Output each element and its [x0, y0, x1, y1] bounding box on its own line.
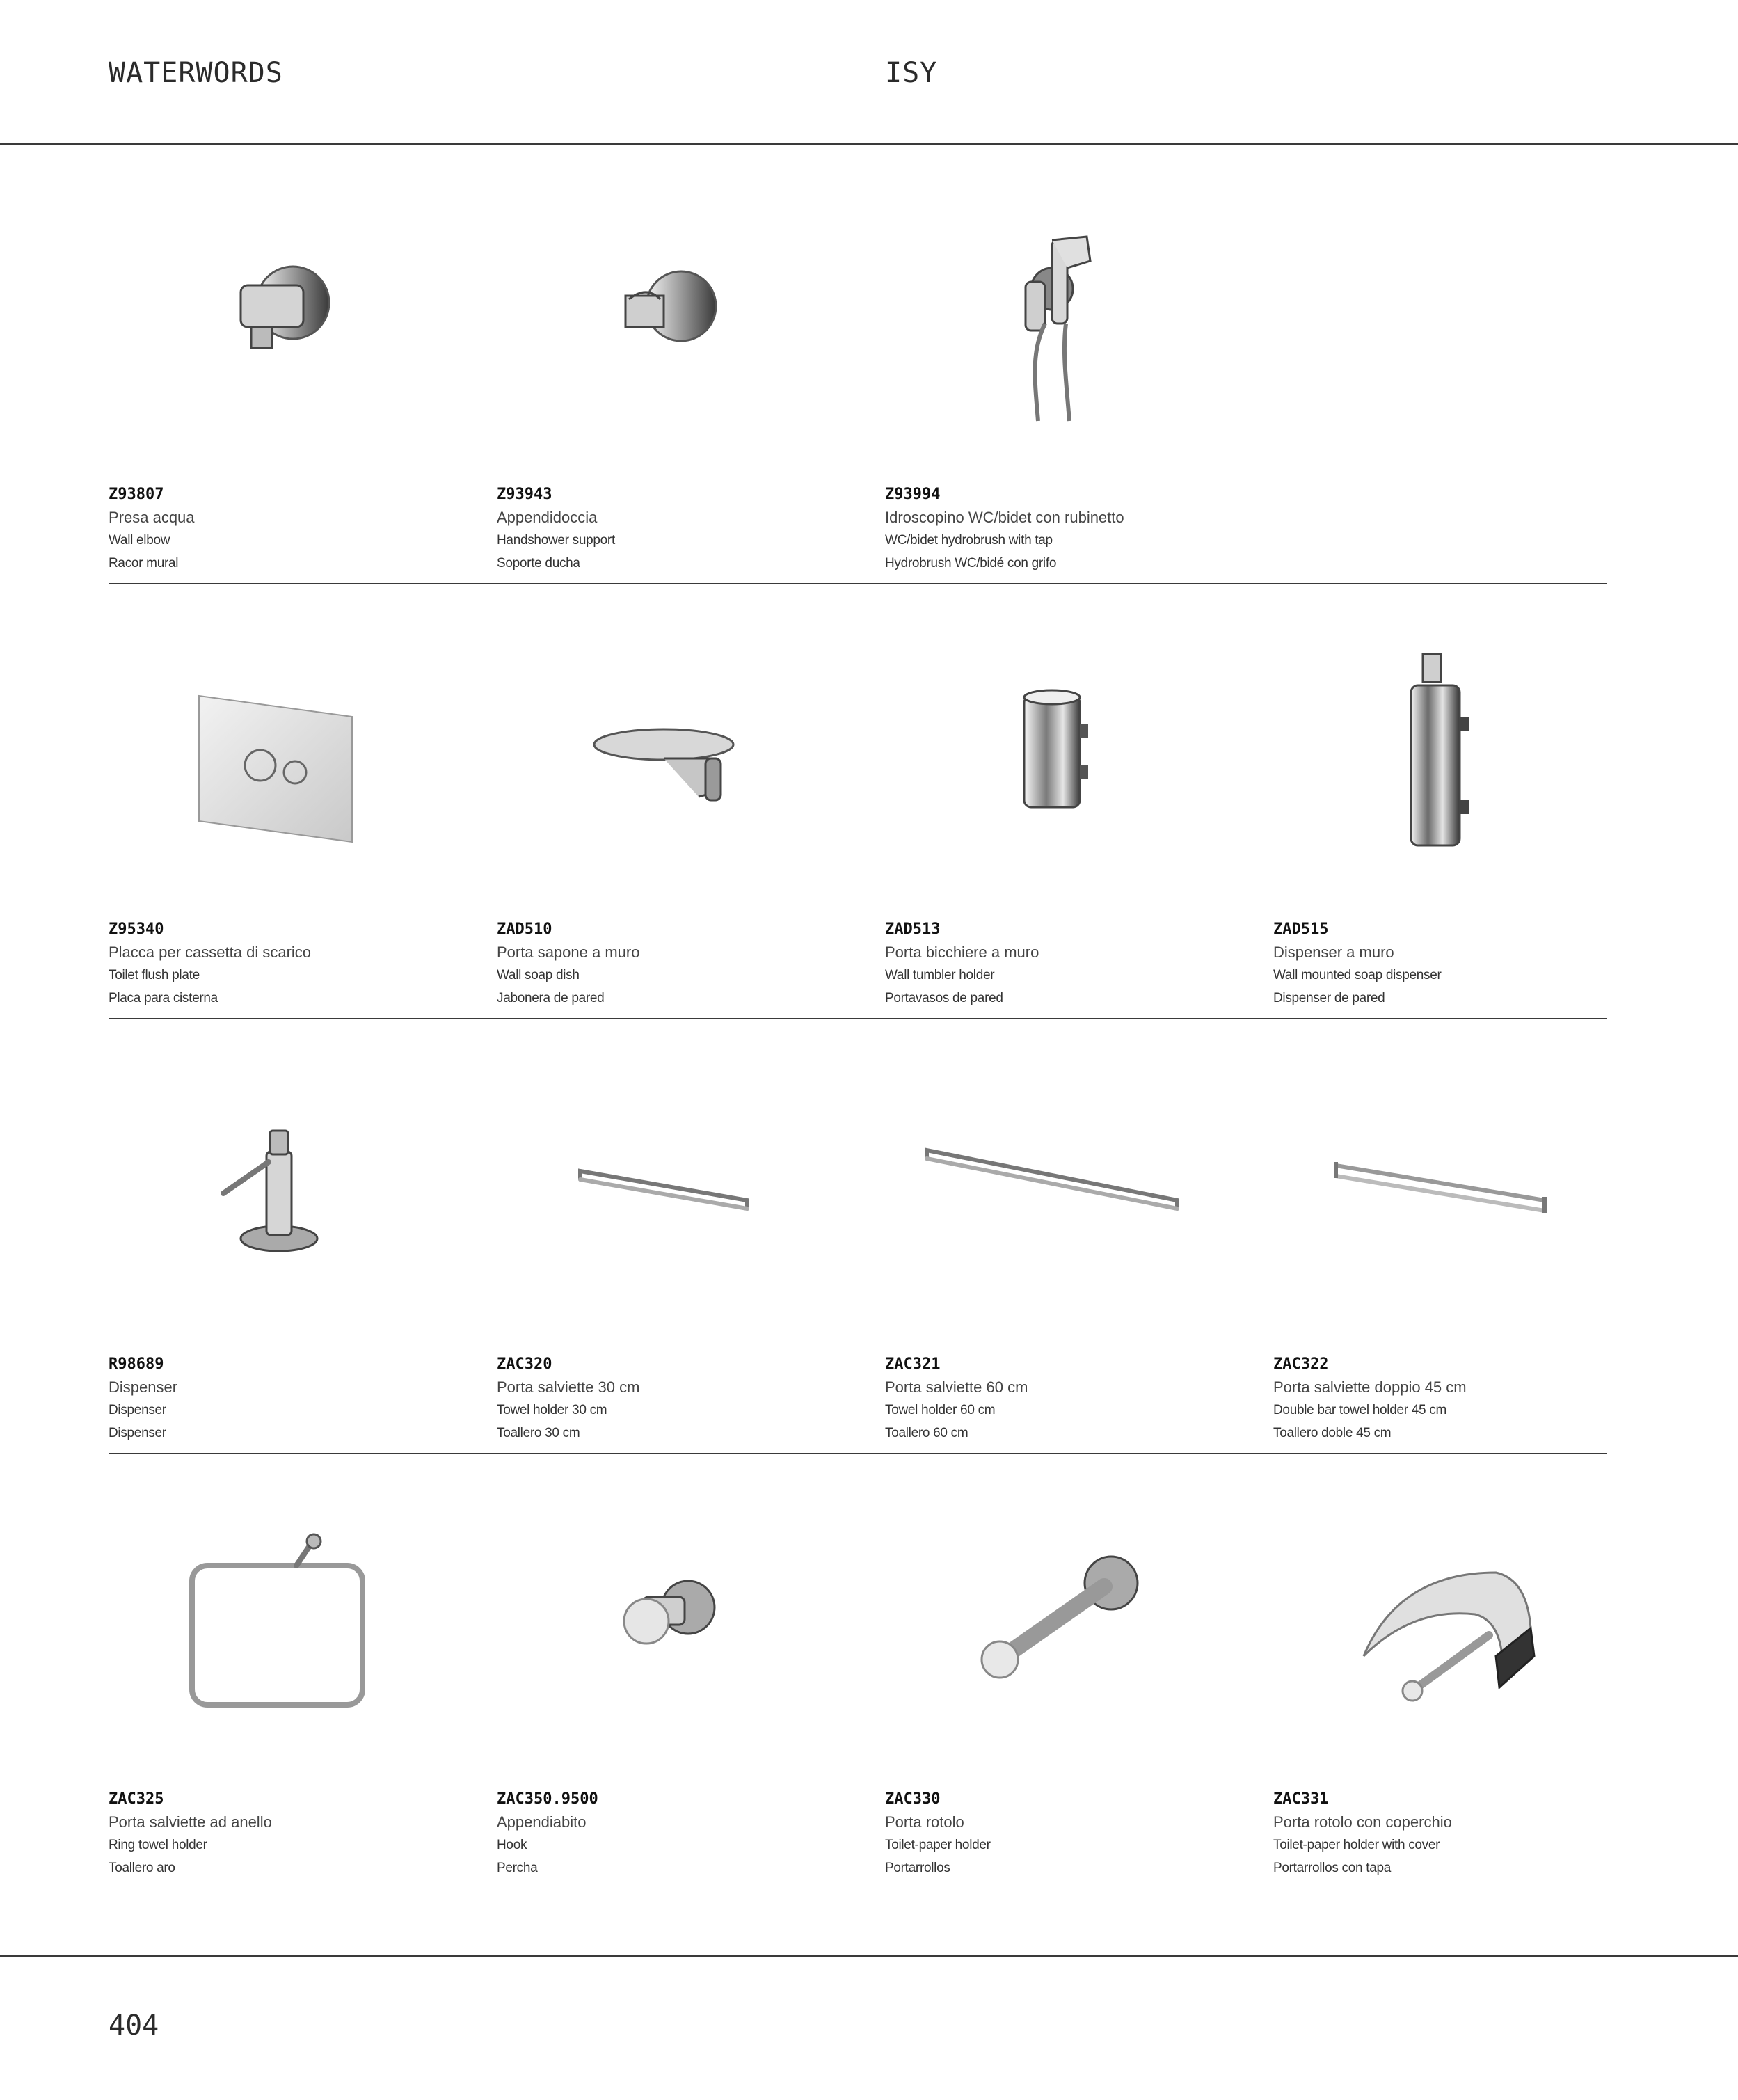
product-name-es: Portarrollos [885, 1861, 950, 1875]
product-name-it: Porta salviette 30 cm [497, 1378, 640, 1396]
product-code: ZAD513 [885, 921, 941, 938]
product-name-en: Wall mounted soap dispenser [1273, 968, 1442, 983]
product-card[interactable] [885, 1016, 1273, 1451]
ring-towel-holder-icon [109, 1451, 443, 1792]
product-code: R98689 [109, 1355, 164, 1373]
product-name-it: Placca per cassetta di scarico [109, 944, 312, 961]
product-code: ZAC325 [109, 1790, 164, 1808]
product-name-es: Placa para cisterna [109, 991, 218, 1005]
towel-bar-short-icon [497, 1016, 831, 1357]
product-name-en: Towel holder 30 cm [497, 1403, 607, 1417]
header-rule [0, 143, 1738, 145]
product-name-it: Porta sapone a muro [497, 944, 640, 961]
wall-elbow-icon [109, 146, 443, 487]
product-code: ZAD515 [1273, 921, 1329, 938]
product-name-en: Hook [497, 1838, 527, 1852]
product-name-it: Appendidoccia [497, 509, 598, 526]
product-name-it: Porta salviette doppio 45 cm [1273, 1378, 1467, 1396]
product-name-it: Presa acqua [109, 509, 195, 526]
product-name-es: Toallero 60 cm [885, 1426, 968, 1440]
product-card[interactable] [497, 1016, 885, 1451]
product-name-es: Toallero doble 45 cm [1273, 1426, 1392, 1440]
product-card[interactable] [109, 1016, 497, 1451]
product-code: ZAC331 [1273, 1790, 1329, 1808]
product-name-es: Dispenser [109, 1426, 166, 1440]
product-card[interactable] [109, 146, 497, 581]
product-code: ZAC350.9500 [497, 1790, 598, 1808]
flush-plate-icon [109, 581, 443, 922]
product-code: Z93943 [497, 486, 552, 503]
product-name-en: Wall tumbler holder [885, 968, 995, 983]
product-code: ZAC320 [497, 1355, 552, 1373]
product-name-en: WC/bidet hydrobrush with tap [885, 533, 1053, 548]
hook-icon [497, 1451, 831, 1792]
product-name-en: Toilet flush plate [109, 968, 200, 983]
product-name-es: Percha [497, 1861, 538, 1875]
wall-soap-dispenser-icon [1273, 581, 1607, 922]
product-code: Z93807 [109, 486, 164, 503]
product-name-it: Porta rotolo con coperchio [1273, 1813, 1452, 1831]
product-name-it: Dispenser [109, 1378, 178, 1396]
product-name-es: Toallero 30 cm [497, 1426, 580, 1440]
product-name-es: Jabonera de pared [497, 991, 605, 1005]
toilet-paper-holder-icon [885, 1451, 1219, 1792]
product-name-es: Portavasos de pared [885, 991, 1003, 1005]
soap-dish-icon [497, 581, 831, 922]
handshower-support-icon [497, 146, 831, 487]
product-card[interactable] [497, 146, 885, 581]
towel-bar-long-icon [885, 1016, 1219, 1357]
product-name-en: Wall soap dish [497, 968, 580, 983]
product-name-it: Dispenser a muro [1273, 944, 1394, 961]
product-card[interactable] [497, 581, 885, 1016]
product-card[interactable] [1273, 1016, 1661, 1451]
product-card[interactable] [885, 1451, 1273, 1886]
product-card[interactable] [885, 581, 1273, 1016]
product-name-it: Porta salviette ad anello [109, 1813, 272, 1831]
product-name-en: Ring towel holder [109, 1838, 207, 1852]
product-grid [109, 146, 1661, 1886]
product-name-it: Porta rotolo [885, 1813, 964, 1831]
product-name-en: Wall elbow [109, 533, 170, 548]
page-number: 404 [109, 2010, 159, 2042]
product-card[interactable] [109, 1451, 497, 1886]
tumbler-holder-icon [885, 581, 1219, 922]
product-name-en: Dispenser [109, 1403, 166, 1417]
towel-bar-double-icon [1273, 1016, 1607, 1357]
product-name-en: Towel holder 60 cm [885, 1403, 996, 1417]
product-name-es: Toallero aro [109, 1861, 175, 1875]
deck-dispenser-icon [109, 1016, 443, 1357]
product-name-it: Appendiabito [497, 1813, 587, 1831]
product-code: ZAD510 [497, 921, 552, 938]
product-name-en: Toilet-paper holder with cover [1273, 1838, 1440, 1852]
product-card[interactable] [497, 1451, 885, 1886]
empty-cell [1273, 146, 1661, 581]
brand-title: WATERWORDS [109, 57, 283, 89]
product-name-es: Dispenser de pared [1273, 991, 1385, 1005]
product-name-es: Soporte ducha [497, 556, 580, 571]
product-name-it: Porta bicchiere a muro [885, 944, 1039, 961]
product-name-es: Hydrobrush WC/bidé con grifo [885, 556, 1057, 571]
product-name-en: Double bar towel holder 45 cm [1273, 1403, 1446, 1417]
product-name-it: Idroscopino WC/bidet con rubinetto [885, 509, 1124, 526]
product-code: ZAC321 [885, 1355, 941, 1373]
product-name-en: Toilet-paper holder [885, 1838, 991, 1852]
product-code: Z95340 [109, 921, 164, 938]
product-name-it: Porta salviette 60 cm [885, 1378, 1028, 1396]
product-card[interactable] [109, 581, 497, 1016]
product-name-es: Portarrollos con tapa [1273, 1861, 1392, 1875]
product-code: ZAC330 [885, 1790, 941, 1808]
product-code: ZAC322 [1273, 1355, 1329, 1373]
product-card[interactable] [885, 146, 1273, 581]
product-name-es: Racor mural [109, 556, 179, 571]
toilet-paper-holder-cover-icon [1273, 1451, 1607, 1792]
product-card[interactable] [1273, 581, 1661, 1016]
product-code: Z93994 [885, 486, 941, 503]
footer-rule [0, 1955, 1738, 1957]
product-card[interactable] [1273, 1451, 1661, 1886]
collection-title: ISY [885, 57, 938, 89]
product-name-en: Handshower support [497, 533, 615, 548]
hydrobrush-icon [885, 146, 1219, 487]
